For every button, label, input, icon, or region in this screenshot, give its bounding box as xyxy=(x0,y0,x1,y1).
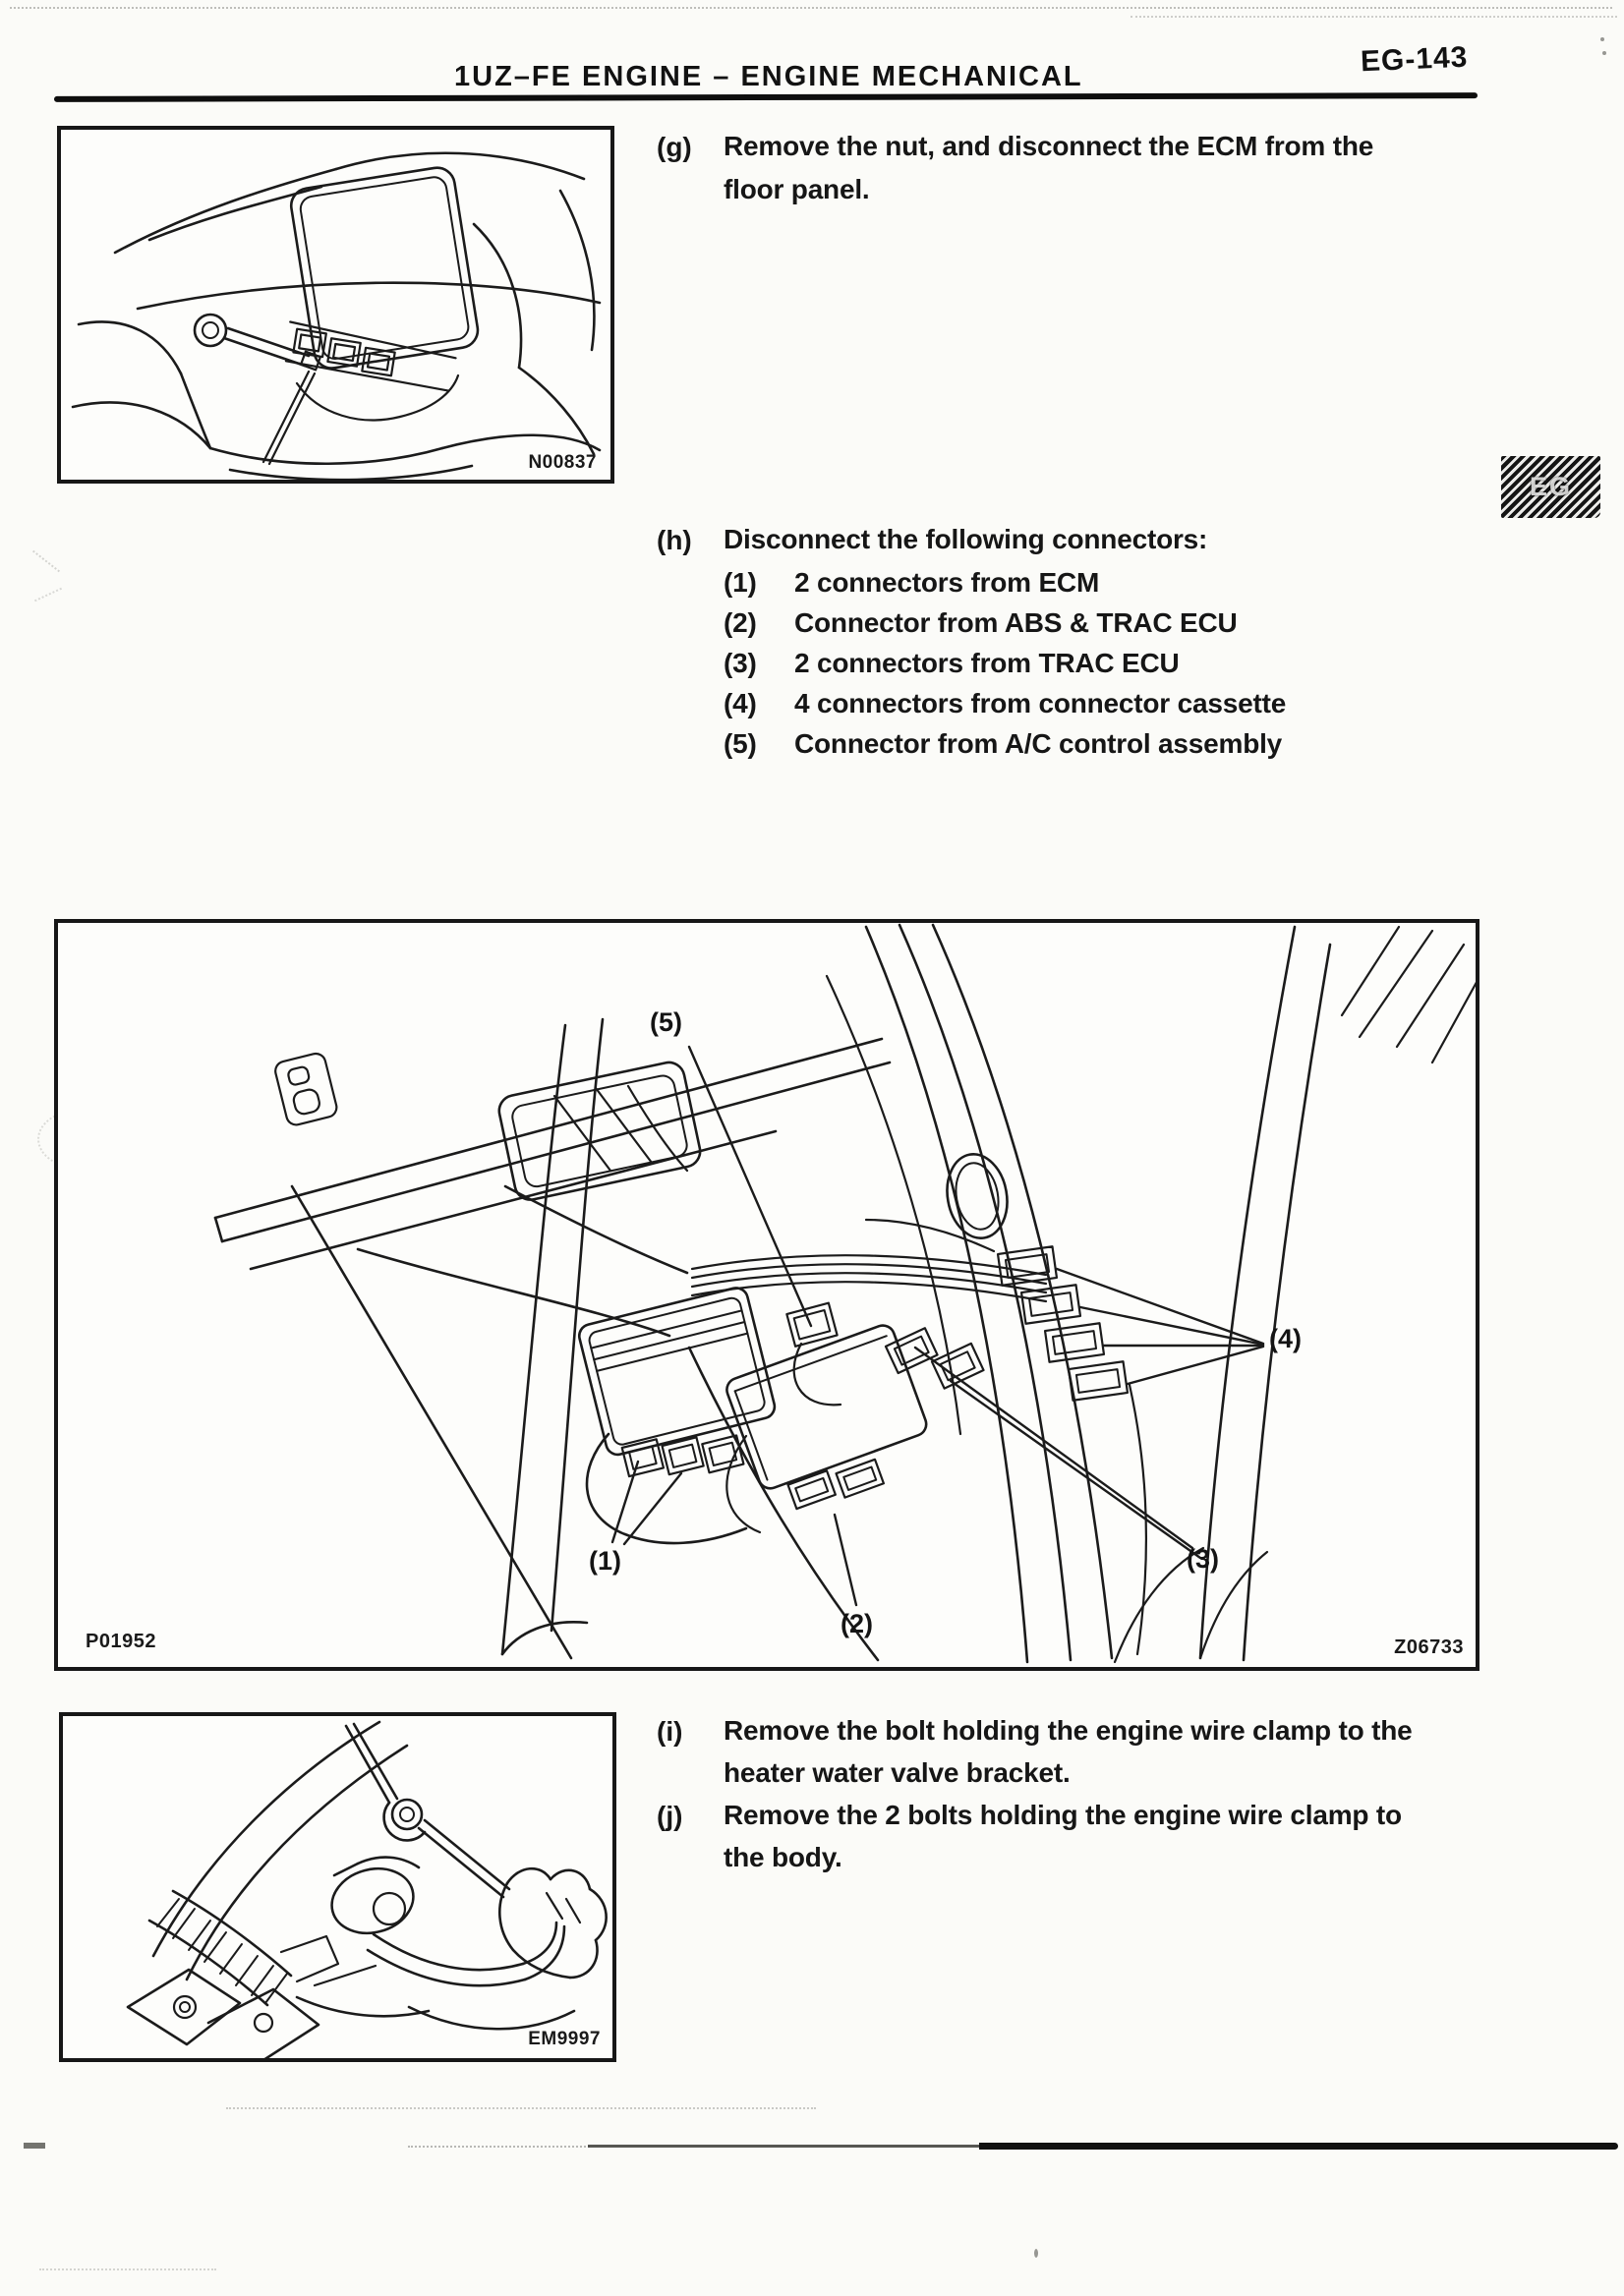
header-rule xyxy=(54,92,1478,102)
step-h-item-num: (2) xyxy=(724,607,757,638)
section-tab-label: EG xyxy=(1529,472,1572,501)
step-h-item-num: (1) xyxy=(724,567,757,598)
scan-artifact-dots xyxy=(39,2268,216,2270)
figure-code-right: Z06733 xyxy=(1394,1636,1464,1658)
figure-wire-clamp xyxy=(59,1712,616,2062)
step-i-text-line1: Remove the bolt holding the engine wire clamp to the xyxy=(724,1715,1413,1746)
page-number: EG-143 xyxy=(1360,40,1470,79)
callout-4: (4) xyxy=(1269,1324,1302,1353)
step-h-item-text: 2 connectors from TRAC ECU xyxy=(794,648,1180,678)
step-h-item-text: Connector from A/C control assembly xyxy=(794,728,1283,759)
step-j-text-line1: Remove the 2 bolts holding the engine wire clamp to xyxy=(724,1800,1402,1830)
step-g-label: (g) xyxy=(657,132,692,162)
scan-artifact xyxy=(24,2143,45,2149)
step-g-text-line2: floor panel. xyxy=(724,174,870,204)
scan-artifact-dots-top xyxy=(10,7,1612,9)
step-h-heading: Disconnect the following connectors: xyxy=(724,524,1208,554)
callout-5: (5) xyxy=(650,1007,682,1037)
step-j-label: (j) xyxy=(657,1801,683,1831)
step-i-label: (i) xyxy=(657,1716,683,1747)
figure-code: EM9997 xyxy=(528,2029,601,2049)
figure-code: N00837 xyxy=(528,452,597,473)
callout-3: (3) xyxy=(1187,1544,1219,1574)
callout-1: (1) xyxy=(589,1546,621,1576)
step-h-item-text: 4 connectors from connector cassette xyxy=(794,688,1287,718)
step-g-text-line1: Remove the nut, and disconnect the ECM from the xyxy=(724,131,1374,161)
scan-artifact-speck xyxy=(1602,51,1606,55)
step-h-item-num: (4) xyxy=(724,688,757,718)
scan-artifact-speck xyxy=(1600,37,1604,41)
step-i-text-line2: heater water valve bracket. xyxy=(724,1757,1071,1788)
scan-artifact-dots xyxy=(226,2107,816,2109)
step-h-item-text: Connector from ABS & TRAC ECU xyxy=(794,607,1238,638)
figure-code-left: P01952 xyxy=(86,1631,156,1652)
callout-2: (2) xyxy=(841,1609,873,1638)
figure-ecm-removal xyxy=(57,126,614,484)
scan-artifact-streak xyxy=(408,2146,590,2148)
step-h-item-num: (3) xyxy=(724,648,757,678)
step-j-text-line2: the body. xyxy=(724,1842,842,1872)
section-tab xyxy=(1501,456,1600,518)
figure-connector-locations xyxy=(54,919,1479,1671)
step-h-item-text: 2 connectors from ECM xyxy=(794,567,1100,598)
page-header-title: 1UZ–FE ENGINE – ENGINE MECHANICAL xyxy=(454,61,1083,92)
step-h-label: (h) xyxy=(657,525,692,555)
scan-artifact-dots-top-right xyxy=(1131,16,1617,18)
ecm-removal-illustration xyxy=(61,130,610,480)
wire-clamp-illustration xyxy=(63,1716,612,2058)
scan-artifact-streak xyxy=(588,2145,981,2148)
scan-artifact xyxy=(34,588,62,602)
scan-artifact-streak xyxy=(979,2143,1618,2150)
step-h-item-num: (5) xyxy=(724,728,757,759)
connector-locations-illustration xyxy=(58,923,1476,1667)
scan-artifact-speck xyxy=(1034,2249,1038,2258)
scan-artifact xyxy=(32,550,60,573)
